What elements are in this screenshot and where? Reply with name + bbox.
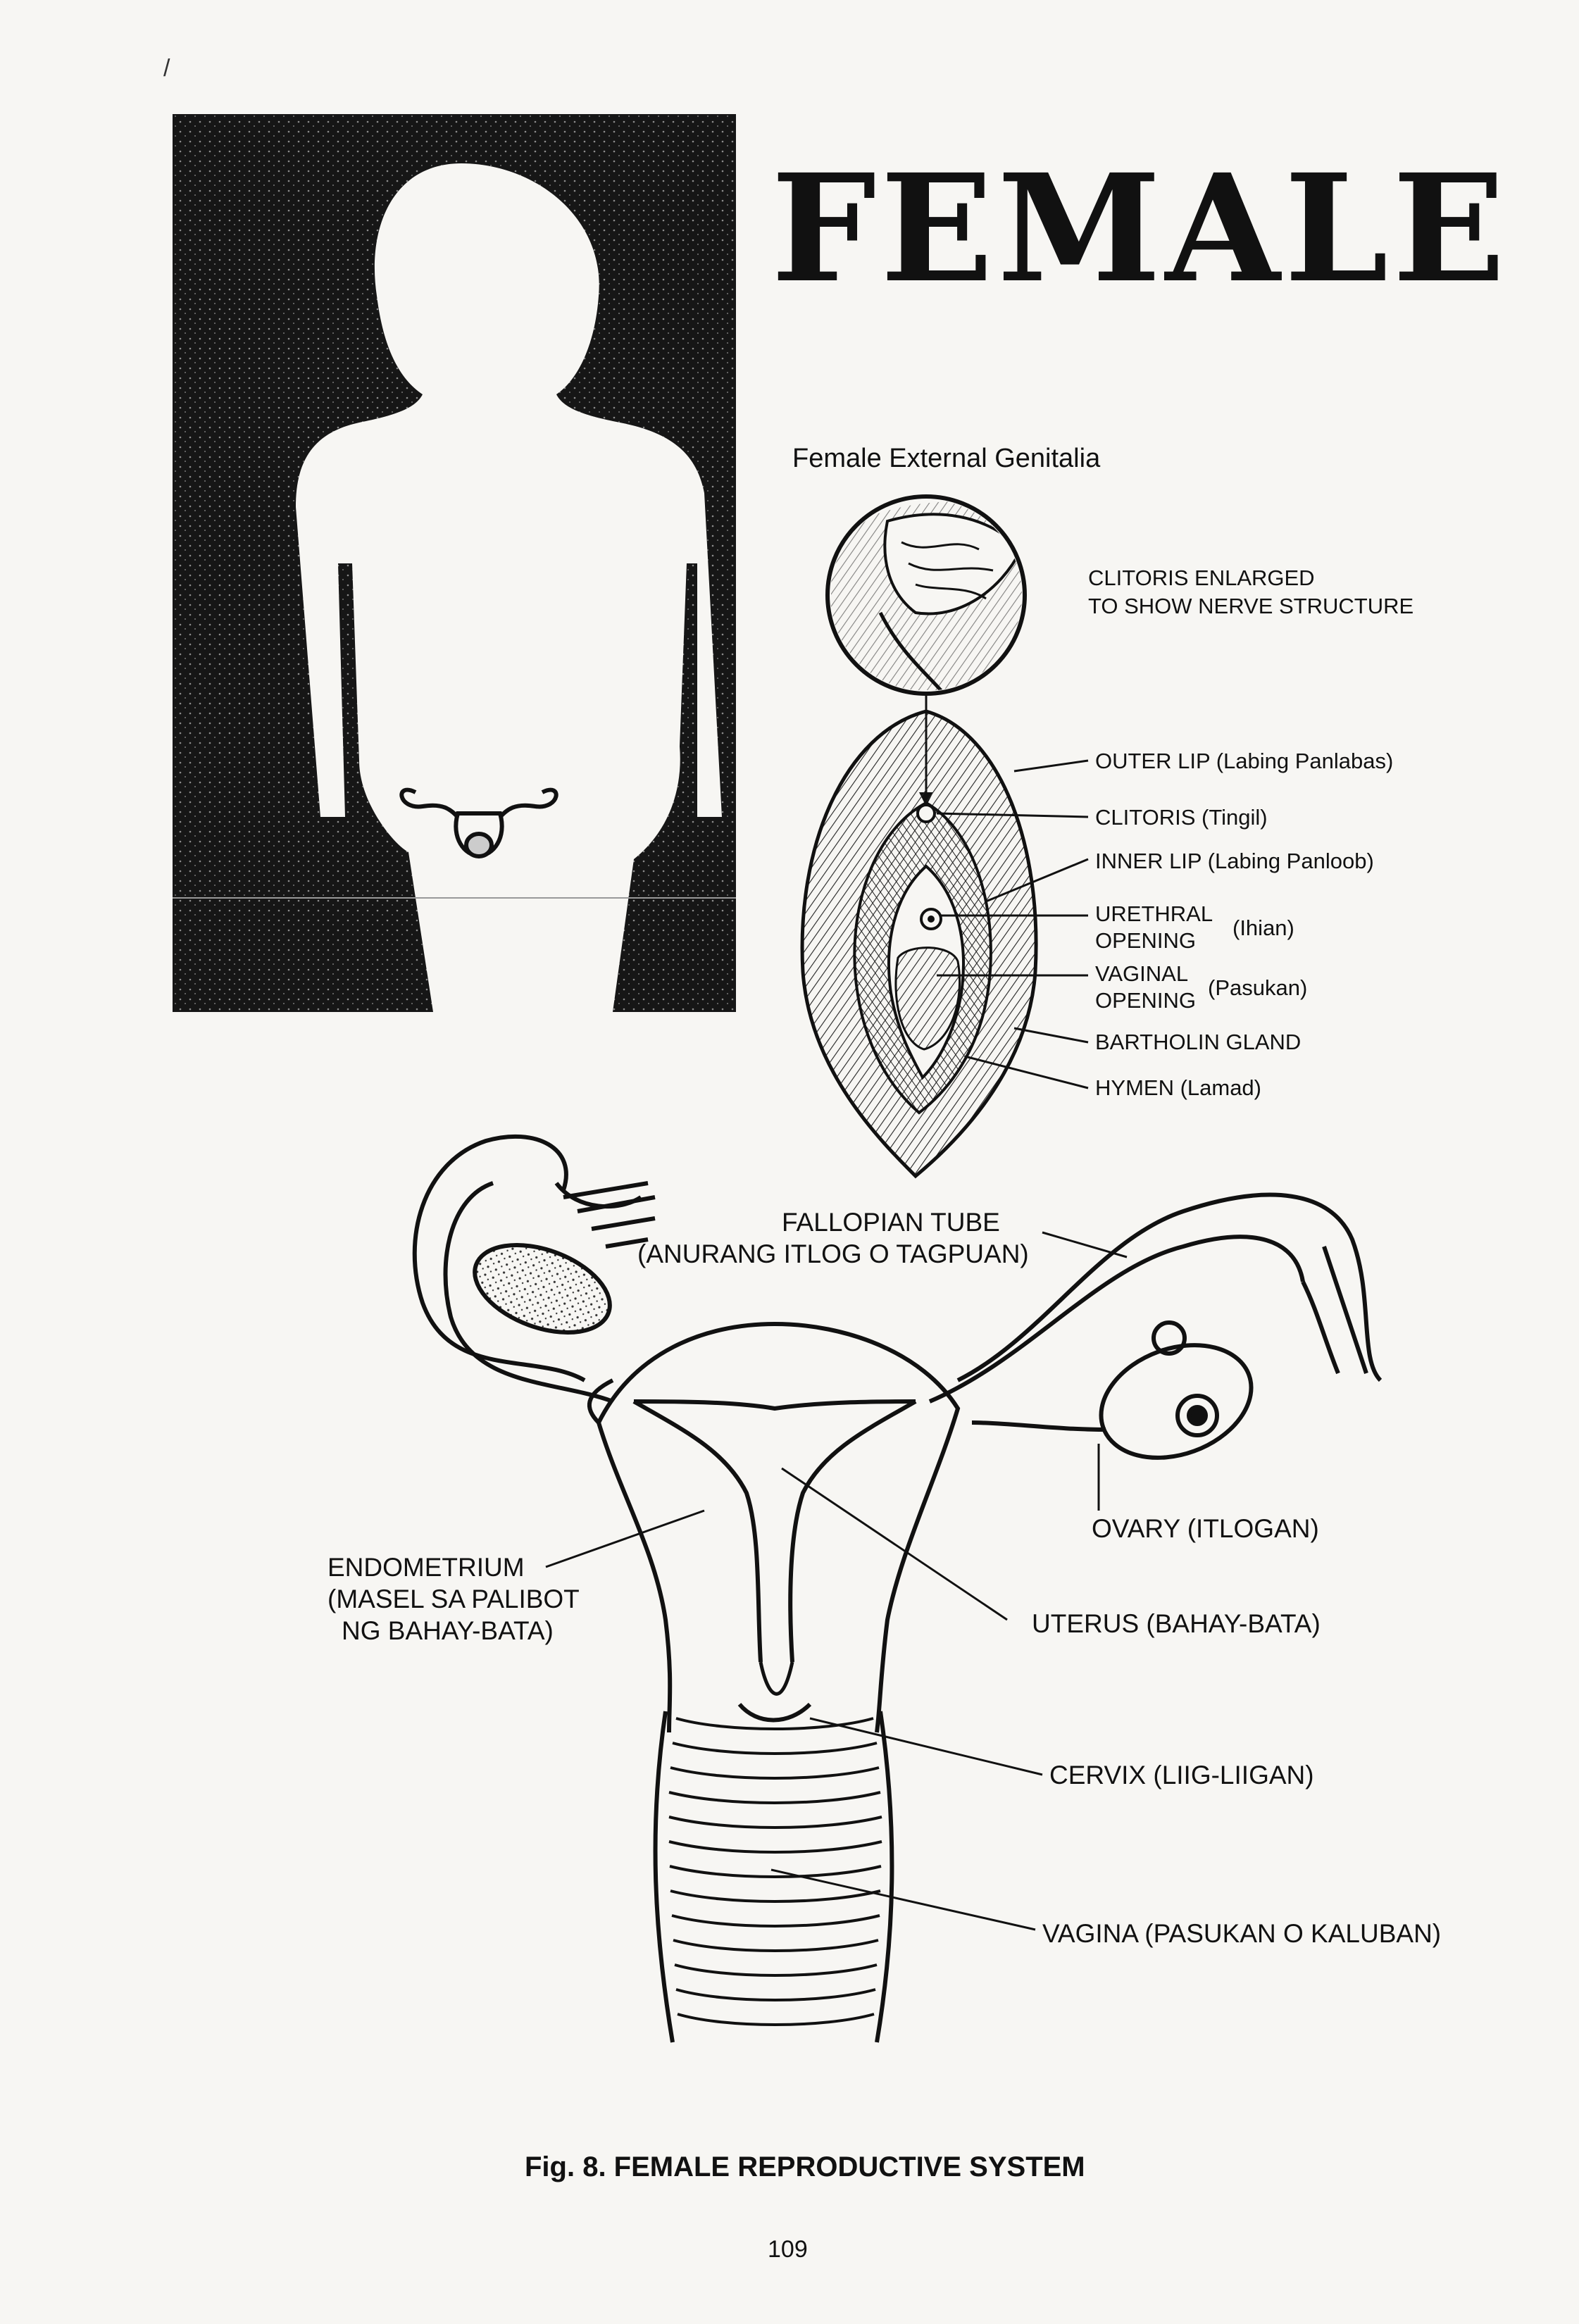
label-endometrium-line2: (MASEL SA PALIBOT: [327, 1585, 580, 1613]
clitoris-enlarged-circle: [828, 496, 1028, 694]
label-urethral-line1: URETHRAL: [1095, 901, 1213, 926]
woman-silhouette-panel: [173, 114, 736, 1012]
external-genitalia-subtitle: Female External Genitalia: [792, 444, 1101, 473]
label-clitoris: CLITORIS (Tingil): [1095, 805, 1268, 830]
label-outer-lip: OUTER LIP (Labing Panlabas): [1095, 749, 1394, 773]
label-urethral-local: (Ihian): [1232, 916, 1294, 940]
label-urethral-line2: OPENING: [1095, 928, 1196, 953]
figure-caption: Fig. 8. FEMALE REPRODUCTIVE SYSTEM: [525, 2151, 1085, 2182]
label-inner-lip: INNER LIP (Labing Panloob): [1095, 849, 1374, 873]
label-vaginal-line1: VAGINAL: [1095, 961, 1189, 986]
label-endometrium-line3: NG BAHAY-BATA): [342, 1616, 554, 1645]
label-ovary: OVARY (ITLOGAN): [1092, 1514, 1319, 1543]
label-cervix: CERVIX (LIIG-LIIGAN): [1049, 1761, 1314, 1789]
label-uterus: UTERUS (BAHAY-BATA): [1032, 1609, 1321, 1638]
label-clitoris-enlarged-line2: TO SHOW NERVE STRUCTURE: [1088, 594, 1414, 618]
label-fallopian-line1: FALLOPIAN TUBE: [782, 1208, 1000, 1237]
label-bartholin-gland: BARTHOLIN GLAND: [1095, 1030, 1302, 1054]
margin-mark: /: [163, 55, 170, 82]
label-endometrium-line1: ENDOMETRIUM: [327, 1553, 525, 1582]
label-fallopian-line2: (ANURANG ITLOG O TAGPUAN): [637, 1239, 1029, 1268]
label-clitoris-enlarged-line1: CLITORIS ENLARGED: [1088, 566, 1315, 590]
label-vaginal-line2: OPENING: [1095, 988, 1196, 1013]
external-genitalia-drawing: [802, 711, 1036, 1176]
label-vaginal-local: (Pasukan): [1208, 975, 1308, 1000]
page-title: FEMALE: [771, 142, 1510, 316]
page-number: 109: [768, 2236, 808, 2263]
label-vagina: VAGINA (PASUKAN O KALUBAN): [1042, 1919, 1442, 1948]
label-hymen: HYMEN (Lamad): [1095, 1075, 1261, 1100]
